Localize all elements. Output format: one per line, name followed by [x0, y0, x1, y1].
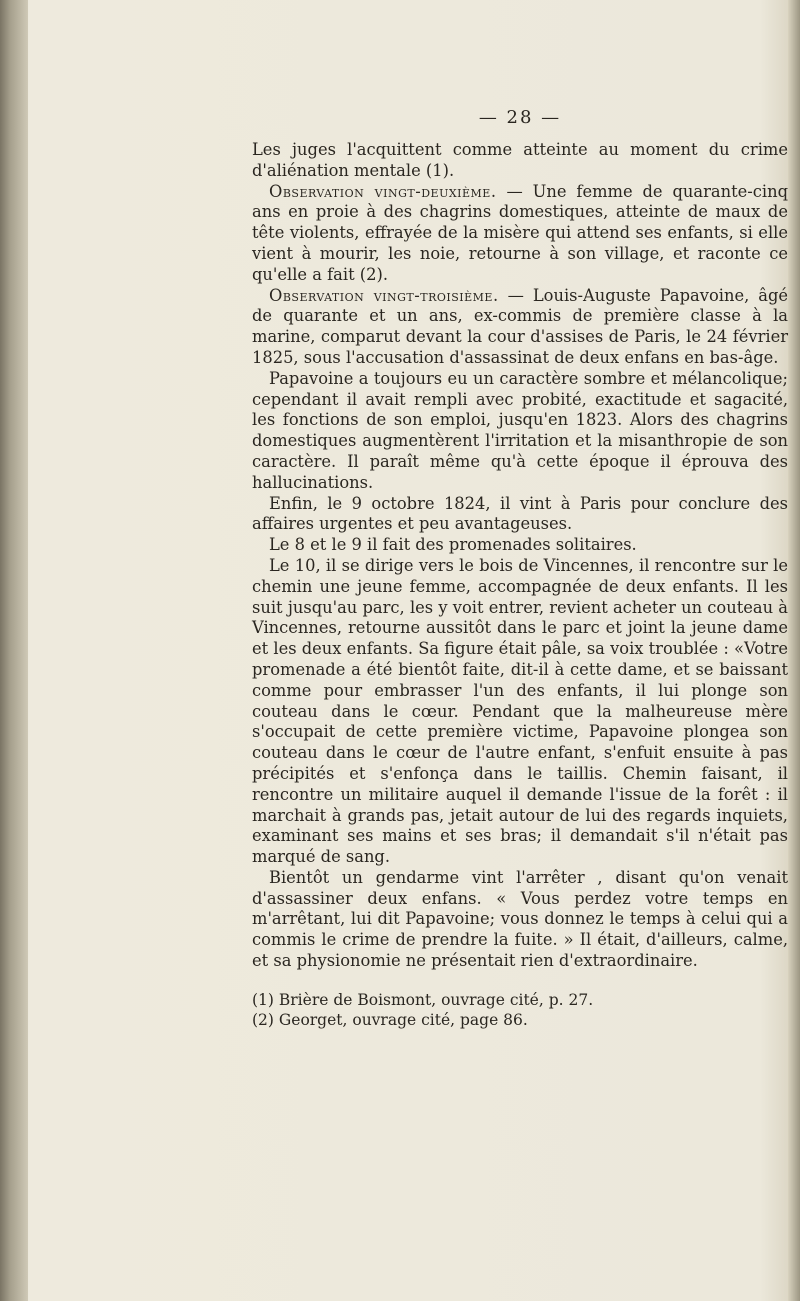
observation-23 [252, 286, 788, 369]
page-number: — 28 — [478, 107, 562, 128]
page-edge [788, 0, 800, 1301]
paragraph-crime: Le 10, il se dirige vers le bois de Vincennes, il rencontre sur le chemin une jeune femme, accompagnée de deux enfants. Il les suit jusqu'au parc, les y voit entrer, revient acheter un couteau à Vincennes, retourne aussitôt dans le parc et joint la jeune dame et les deux enfants. Sa figure était pâle, sa voix troublée : «Votre promenade a été bientôt faite, dit-il à cette dame, et se baissant comme pour embrasser l'un des enfants, il lui plonge son couteau dans le cœur. Pendant que la malheureuse mère s'occupait de cette première victime, Papavoine plongea son couteau dans le cœur de l'autre enfant, s'enfuit ensuite à pas précipités et s'enfonça dans le taillis. Chemin faisant, il rencontre un militaire auquel il demande l'issue de la forêt : il marchait à grands pas, jetait autour de lui des regards inquiets, examinant ses mains et ses bras; il demandait s'il n'était pas marqué de sang. [252, 555, 788, 867]
observation-22 [252, 182, 788, 286]
paragraph-character: Papavoine a toujours eu un caractère sombre et mélancolique; cependant il avait rempli avec probité, exactitude et sagacité, les fonctions de son emploi, jusqu'en 1823. Alors des chagrins domestiques augmentèrent l'irritation et la misanthropie de son caractère. Il paraît même qu'à cette époque il éprouva des hallucinations. [252, 368, 788, 492]
footnote-1: (1) Brière de Boismont, ouvrage cité, p. 27. [252, 990, 594, 1009]
observation-22-text: — Une femme de quarante-cinq ans en proie à des chagrins domestiques, atteinte de maux de tête violents, effrayée de la misère qui attend ses enfants, si elle vient à mourir, les noie, retourne à son village, et raconte ce qu'elle a fait (2). [252, 181, 788, 284]
paragraph-arrest: Bientôt un gendarme vint l'arrêter , disant qu'on venait d'assassiner deux enfans. « Vous perdez votre temps en m'arrêtant, lui dit Papavoine; vous donnez le temps à celui qui a commis le crime de prendre la fuite. » Il était, d'ailleurs, calme, et sa physionomie ne présentait rien d'extraordinaire. [252, 867, 788, 971]
paragraph-paris: Enfin, le 9 octobre 1824, il vint à Paris pour conclure des affaires urgentes et peu avantageuses. [252, 493, 788, 534]
paragraph-promenades: Le 8 et le 9 il fait des promenades solitaires. [269, 535, 637, 555]
observation-23-heading: Observation vingt-troisième. [269, 285, 499, 305]
observation-23-text: — Louis-Auguste Papavoine, âgé de quarante et un ans, ex-commis de première classe à la marine, comparut devant la cour d'assises de Paris, le 24 février 1825, sous l'accusation d'assassinat de deux enfans en bas-âge. [252, 285, 788, 367]
book-binding [0, 0, 28, 1301]
footnotes [252, 990, 788, 1030]
paragraph-continuation: Les juges l'acquittent comme atteinte au moment du crime d'aliénation mentale (1). [252, 140, 788, 180]
observation-22-heading: Observation vingt-deuxième. [269, 181, 497, 201]
footnote-2: (2) Georget, ouvrage cité, page 86. [252, 1010, 528, 1029]
page-text [252, 107, 788, 1030]
